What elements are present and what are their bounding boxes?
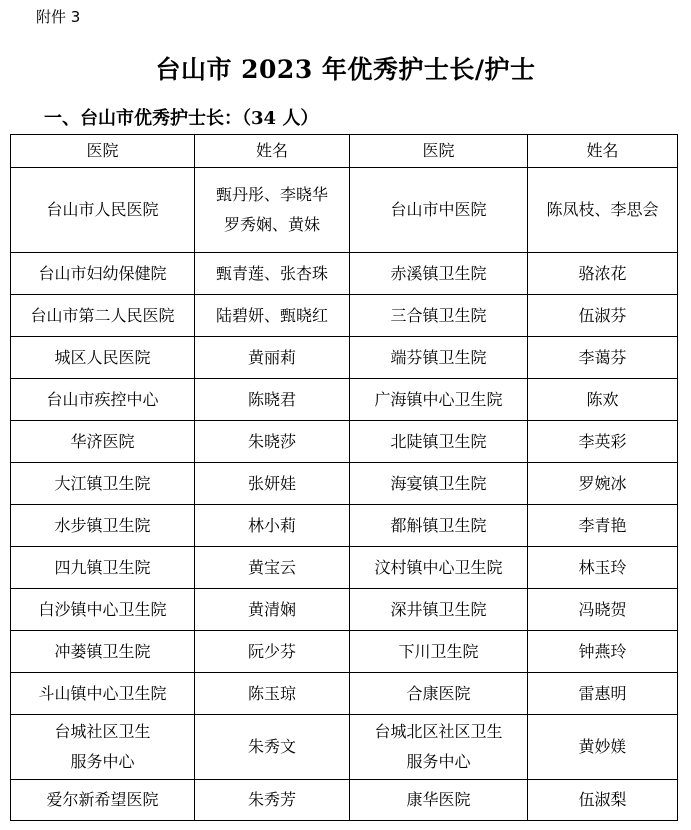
name-cell: 骆浓花 <box>528 253 678 295</box>
name-cell: 陈晓君 <box>195 379 350 421</box>
table-row <box>11 295 678 337</box>
hospital-cell: 白沙镇中心卫生院 <box>11 589 195 631</box>
table-row <box>11 421 678 463</box>
hospital-cell: 台山市中医院 <box>350 168 528 253</box>
hospital-cell: 汶村镇中心卫生院 <box>350 547 528 589</box>
hospital-cell: 广海镇中心卫生院 <box>350 379 528 421</box>
table-header-row <box>11 135 678 168</box>
name-cell: 朱秀文 <box>195 715 350 780</box>
name-cell: 张妍娃 <box>195 463 350 505</box>
hospital-cell: 台山市人民医院 <box>11 168 195 253</box>
name-cell: 陈玉琼 <box>195 673 350 715</box>
name-cell: 伍淑梨 <box>528 780 678 821</box>
hospital-cell: 华济医院 <box>11 421 195 463</box>
hospital-cell: 斗山镇中心卫生院 <box>11 673 195 715</box>
name-cell: 阮少芬 <box>195 631 350 673</box>
hospital-cell: 下川卫生院 <box>350 631 528 673</box>
hospital-cell: 端芬镇卫生院 <box>350 337 528 379</box>
table-row <box>11 589 678 631</box>
name-cell: 伍淑芬 <box>528 295 678 337</box>
name-cell: 钟燕玲 <box>528 631 678 673</box>
name-cell: 冯晓贺 <box>528 589 678 631</box>
hospital-cell: 四九镇卫生院 <box>11 547 195 589</box>
name-cell: 雷惠明 <box>528 673 678 715</box>
name-cell: 李英彩 <box>528 421 678 463</box>
column-header-name: 姓名 <box>528 135 678 168</box>
name-cell: 黄丽莉 <box>195 337 350 379</box>
name-cell: 罗婉冰 <box>528 463 678 505</box>
name-cell: 甄青莲、张杏珠 <box>195 253 350 295</box>
nurse-roster-table <box>10 134 678 821</box>
table-row <box>11 505 678 547</box>
table-row <box>11 547 678 589</box>
hospital-cell: 海宴镇卫生院 <box>350 463 528 505</box>
hospital-cell: 大江镇卫生院 <box>11 463 195 505</box>
page-title: 台山市 2023 年优秀护士长/护士 <box>155 55 536 84</box>
table-row <box>11 168 678 253</box>
name-cell: 黄妙媄 <box>528 715 678 780</box>
name-cell: 朱晓莎 <box>195 421 350 463</box>
hospital-cell: 合康医院 <box>350 673 528 715</box>
hospital-cell: 三合镇卫生院 <box>350 295 528 337</box>
name-cell: 林玉玲 <box>528 547 678 589</box>
hospital-cell: 康华医院 <box>350 780 528 821</box>
name-cell: 陈凤枝、李思会 <box>528 168 678 253</box>
table-row <box>11 463 678 505</box>
table-row <box>11 631 678 673</box>
hospital-cell: 台山市疾控中心 <box>11 379 195 421</box>
hospital-cell: 冲蒌镇卫生院 <box>11 631 195 673</box>
hospital-cell: 台城社区卫生 服务中心 <box>11 715 195 780</box>
hospital-cell: 北陡镇卫生院 <box>350 421 528 463</box>
column-header-hospital: 医院 <box>350 135 528 168</box>
hospital-cell: 爱尔新希望医院 <box>11 780 195 821</box>
hospital-cell: 水步镇卫生院 <box>11 505 195 547</box>
name-cell: 林小莉 <box>195 505 350 547</box>
hospital-cell: 台城北区社区卫生 服务中心 <box>350 715 528 780</box>
hospital-cell: 台山市妇幼保健院 <box>11 253 195 295</box>
hospital-cell: 城区人民医院 <box>11 337 195 379</box>
table-row <box>11 379 678 421</box>
attachment-label: 附件 3 <box>36 8 81 26</box>
column-header-name: 姓名 <box>195 135 350 168</box>
hospital-cell: 台山市第二人民医院 <box>11 295 195 337</box>
name-cell: 朱秀芳 <box>195 780 350 821</box>
name-cell: 陈欢 <box>528 379 678 421</box>
section-heading: 一、台山市优秀护士长：（34 人） <box>44 108 319 129</box>
name-cell: 黄宝云 <box>195 547 350 589</box>
table-row <box>11 337 678 379</box>
table-row <box>11 673 678 715</box>
table-row <box>11 253 678 295</box>
name-cell: 李蔼芬 <box>528 337 678 379</box>
hospital-cell: 都斛镇卫生院 <box>350 505 528 547</box>
column-header-hospital: 医院 <box>11 135 195 168</box>
table-row <box>11 780 678 821</box>
name-cell: 黄清娴 <box>195 589 350 631</box>
hospital-cell: 深井镇卫生院 <box>350 589 528 631</box>
table-row <box>11 715 678 780</box>
name-cell: 甄丹彤、李晓华 罗秀娴、黄妹 <box>195 168 350 253</box>
name-cell: 陆碧妍、甄晓红 <box>195 295 350 337</box>
name-cell: 李青艳 <box>528 505 678 547</box>
hospital-cell: 赤溪镇卫生院 <box>350 253 528 295</box>
